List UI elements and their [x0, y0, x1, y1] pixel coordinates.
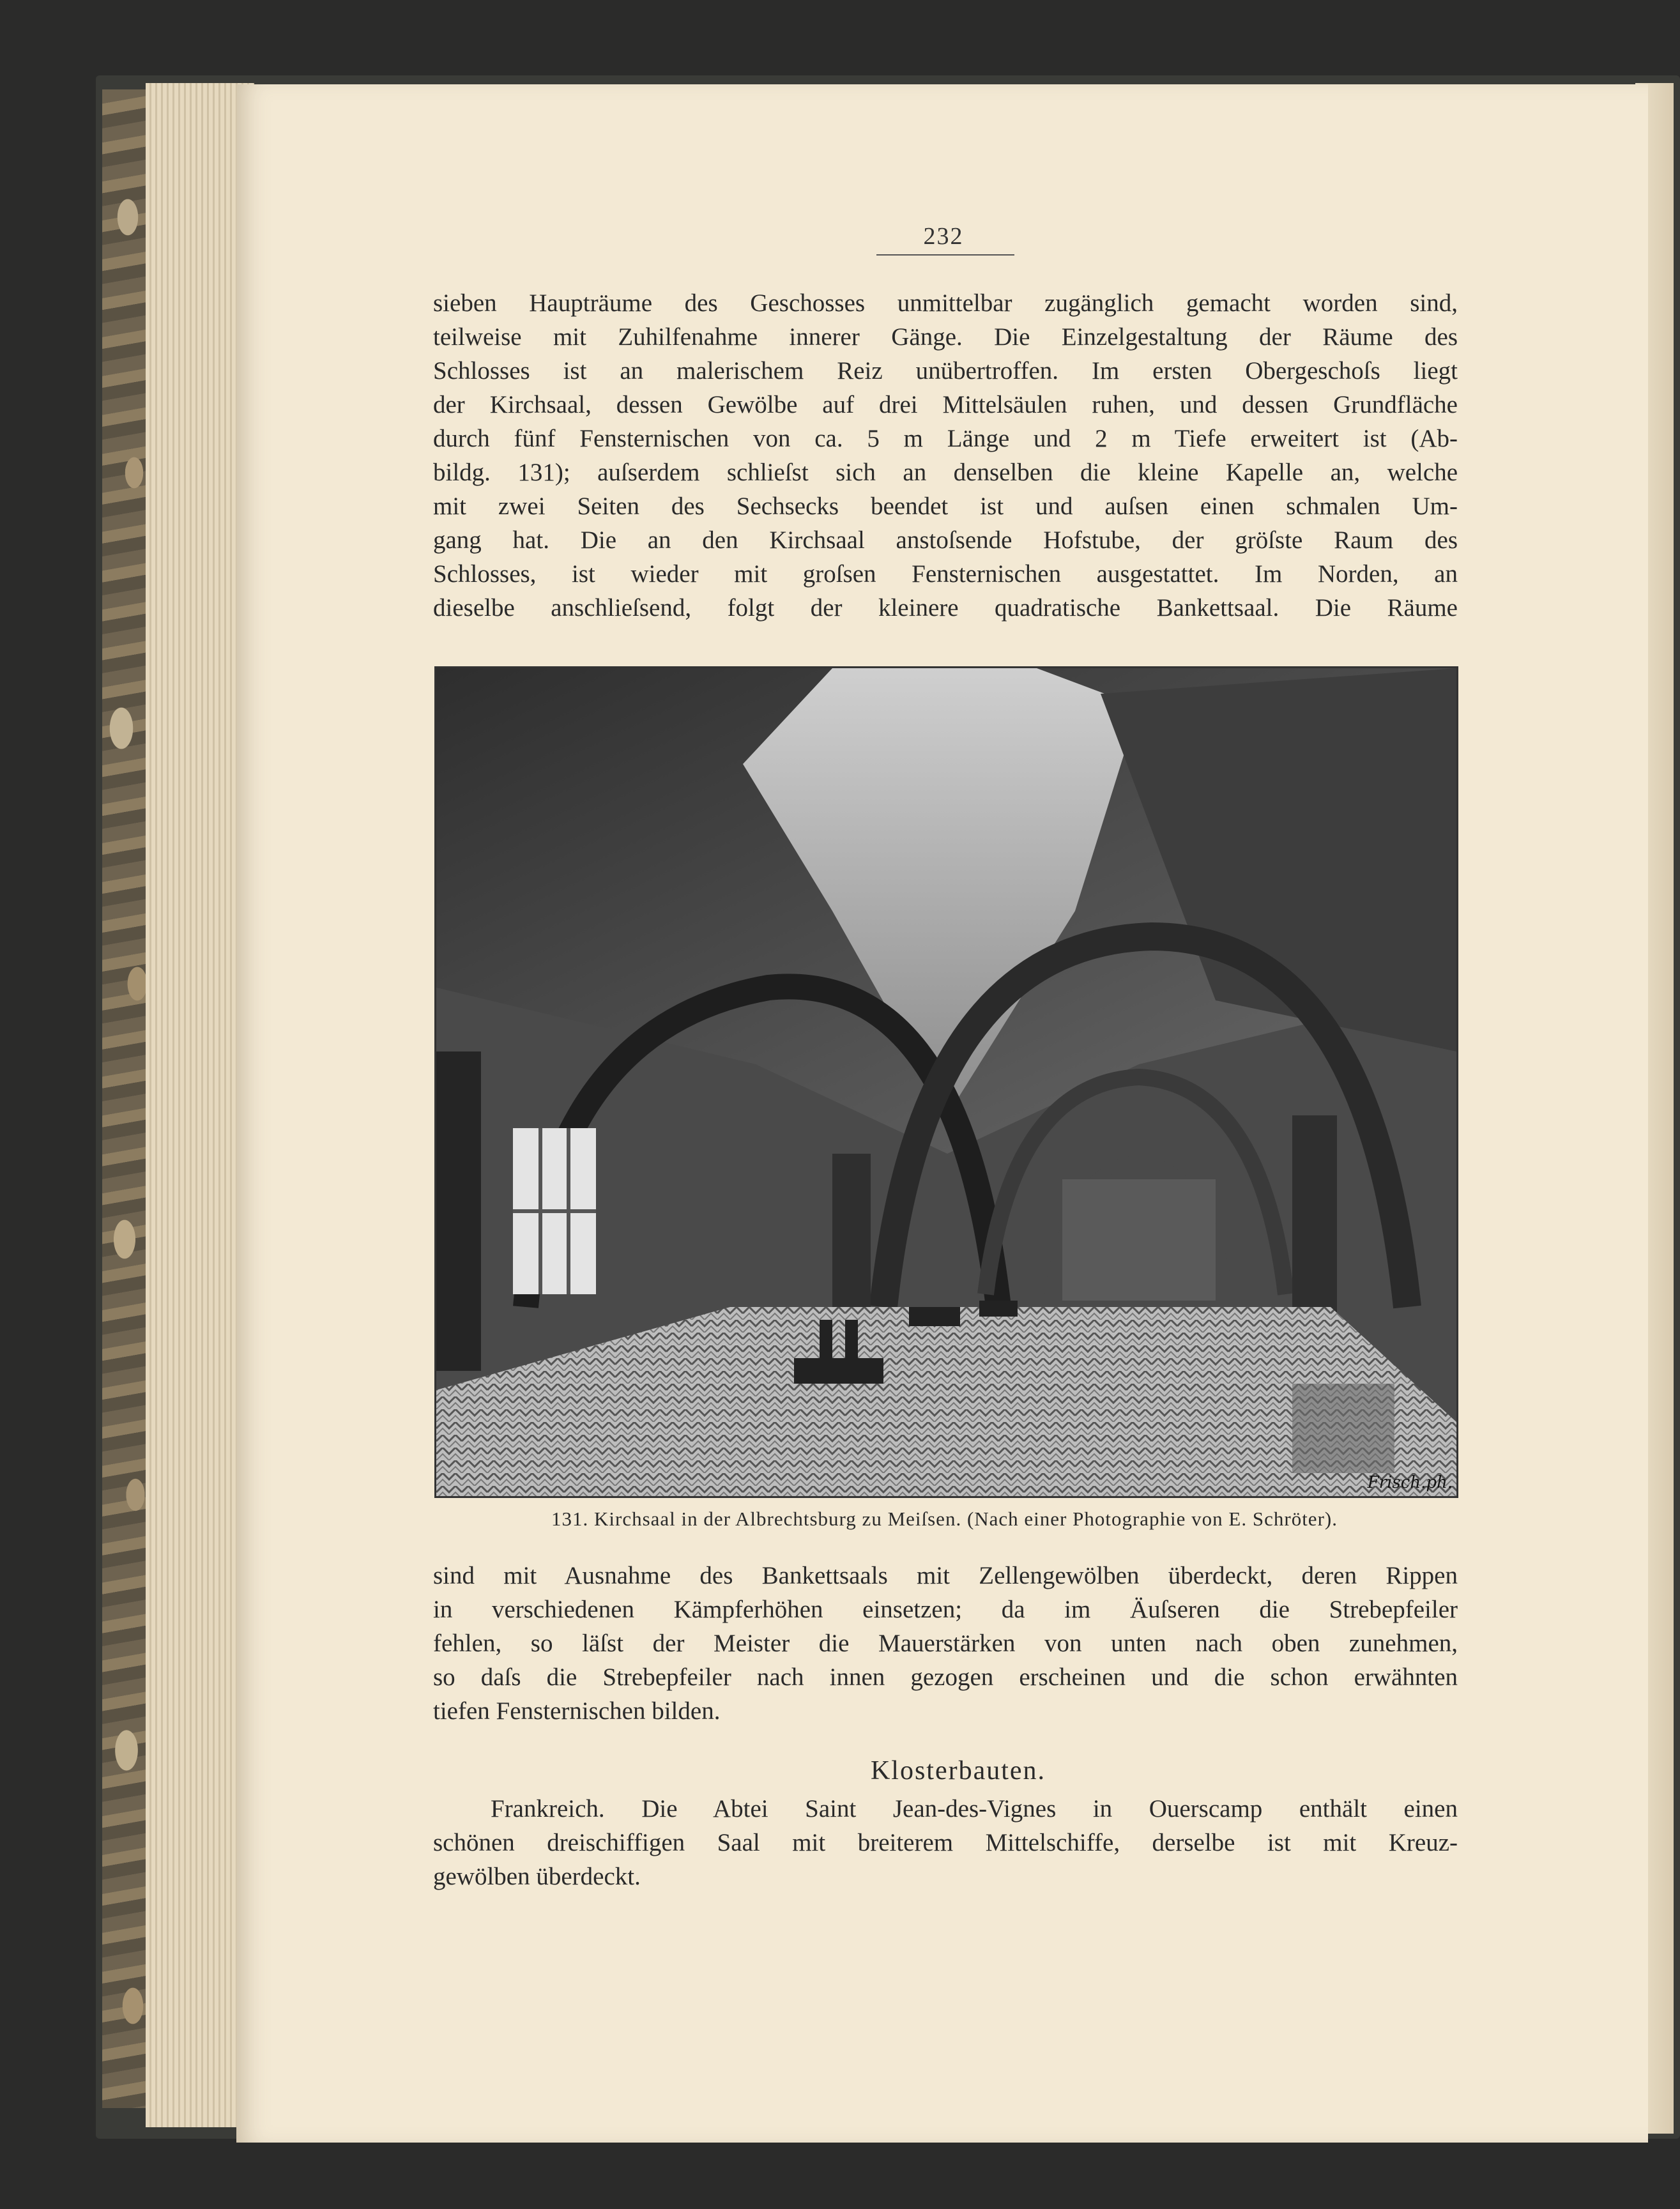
text-line: durch fünf Fensternischen von ca. 5 m Länge und 2 m Tiefe erweitert ist (Ab- [433, 425, 1458, 452]
photographer-signature: Frisch.ph. [1367, 1473, 1453, 1492]
text-line: schönen dreischiffigen Saal mit breiterem Mittelschiffe, derselbe ist mit Kreuz- [433, 1829, 1458, 1856]
text-line: Schlosses ist an malerischem Reiz unübertroffen. Im ersten Obergeschoſs liegt [433, 357, 1458, 385]
paragraph-2 [433, 1559, 1458, 1728]
text-line: in verschiedenen Kämpferhöhen einsetzen; da im Äuſseren die Strebepfeiler [433, 1596, 1458, 1623]
text-line: gewölben überdeckt. [433, 1863, 641, 1890]
text-line: mit zwei Seiten des Sechsecks beendet ist und auſsen einen schmalen Um- [433, 493, 1458, 520]
text-line: Frankreich. Die Abtei Saint Jean-des-Vignes in Ouerscamp enthält einen [491, 1795, 1458, 1823]
text-line: sieben Haupträume des Geschosses unmittelbar zugänglich gemacht worden sind, [433, 289, 1458, 317]
section-heading: Klosterbauten. [870, 1756, 1046, 1785]
text-line: so daſs die Strebepfeiler nach innen gezogen erscheinen und die schon erwähnten [433, 1663, 1458, 1691]
paragraph-1 [433, 286, 1458, 625]
page-number: 232 [923, 223, 964, 250]
text-line: gang hat. Die an den Kirchsaal anstoſsende Hofstube, der gröſste Raum des [433, 526, 1458, 554]
text-line: fehlen, so läſst der Meister die Mauerstärken von unten nach oben zunehmen, [433, 1630, 1458, 1657]
text-line: bildg. 131); auſserdem schlieſst sich an denselben die kleine Kapelle an, welche [433, 459, 1458, 486]
text-line: der Kirchsaal, dessen Gewölbe auf drei Mittelsäulen ruhen, und dessen Grundfläche [433, 391, 1458, 418]
text-line: sind mit Ausnahme des Bankettsaals mit Zellengewölben überdeckt, deren Rippen [433, 1562, 1458, 1589]
text-line: teilweise mit Zuhilfenahme innerer Gänge. Die Einzelgestaltung der Räume des [433, 323, 1458, 351]
paragraph-3 [433, 1792, 1458, 1893]
vaulted-hall-illustration [436, 668, 1456, 1496]
page-number-rule [876, 254, 1014, 256]
figure-kirchsaal-photo [434, 666, 1458, 1498]
text-line: dieselbe anschlieſsend, folgt der kleinere quadratische Bankettsaal. Die Räume [433, 594, 1458, 622]
text-line: Schlosses, ist wieder mit groſsen Fensternischen ausgestattet. Im Norden, an [433, 560, 1458, 588]
figure-caption: 131. Kirchsaal in der Albrechtsburg zu Meiſsen. (Nach einer Photographie von E. Schröter). [551, 1508, 1338, 1530]
text-line: tiefen Fensternischen bilden. [433, 1697, 721, 1725]
